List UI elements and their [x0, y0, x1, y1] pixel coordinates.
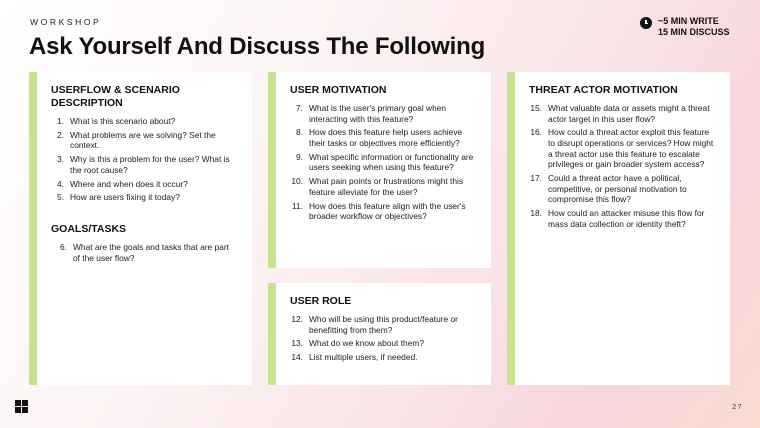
list-item: 15. What valuable data or assets might a threat actor target in this user flow?: [530, 103, 710, 124]
userflow-card: [29, 72, 252, 385]
threat-actor-card-title: THREAT ACTOR MOTIVATION: [529, 84, 678, 96]
list-item: 14. List multiple users, if needed.: [291, 352, 418, 363]
page-number: 27: [732, 404, 743, 411]
threat-actor-card: [507, 72, 730, 385]
list-item: 16. How could a threat actor exploit this feature to disrupt operations or services? How might a threat actor use this feature to escalate privileges or gain broader system access?: [530, 127, 714, 170]
goals-tasks-title: GOALS/TASKS: [51, 222, 127, 235]
windows-logo-icon: [15, 400, 28, 413]
list-item: 2. What problems are we solving? Set the context.: [57, 129, 216, 151]
list-item: 11. How does this feature align with the user's broader workflow or objectives?: [291, 200, 466, 222]
user-role-card-title: USER ROLE: [290, 295, 352, 307]
user-role-list: [290, 314, 477, 363]
list-item: 17. Could a threat actor have a political, competitive, or personal motivation to compromise this flow?: [530, 172, 687, 205]
list-item: 18. How could an attacker misuse this flow for mass data collection or identity theft?: [530, 207, 705, 229]
timing-info: [640, 16, 730, 38]
userflow-card-title: USERFLOW & SCENARIO DESCRIPTION: [51, 84, 180, 109]
timing-write: ~5 MIN WRITE: [658, 16, 719, 26]
userflow-list: [51, 116, 238, 203]
list-item: 9. What specific information or functionality are users seeking when using this feature?: [296, 151, 474, 173]
list-item: 4. Where and when does it occur?: [57, 178, 188, 189]
list-item: 1. What is this scenario about?: [57, 116, 176, 126]
list-item: 6. What are the goals and tasks that are part of the user flow?: [60, 241, 229, 263]
goals-list: [51, 242, 238, 263]
workshop-eyebrow: WORKSHOP: [30, 17, 102, 27]
list-item: 7. What is the user's primary goal when interacting with this feature?: [296, 103, 447, 124]
page-title: Ask Yourself And Discuss The Following: [29, 33, 486, 60]
list-item: 13. What do we know about them?: [291, 338, 424, 349]
user-role-card: [268, 283, 491, 385]
threat-actor-list: [529, 103, 716, 229]
clock-icon: [640, 17, 652, 29]
list-item: 8. How does this feature help users achieve their tasks or objectives more efficiently?: [296, 127, 463, 148]
user-motivation-card-title: USER MOTIVATION: [290, 84, 387, 96]
list-item: 12. Who will be using this product/feature or benefitting from them?: [291, 314, 458, 335]
timing-discuss: 15 MIN DISCUSS: [658, 27, 730, 37]
list-item: 5. How are users fixing it today?: [57, 192, 180, 203]
list-item: 3. Why is this a problem for the user? What is the root cause?: [57, 154, 230, 175]
user-motivation-list: [290, 103, 477, 222]
user-motivation-card: [268, 72, 491, 268]
list-item: 10. What pain points or frustrations might this feature alleviate for the user?: [291, 176, 464, 197]
